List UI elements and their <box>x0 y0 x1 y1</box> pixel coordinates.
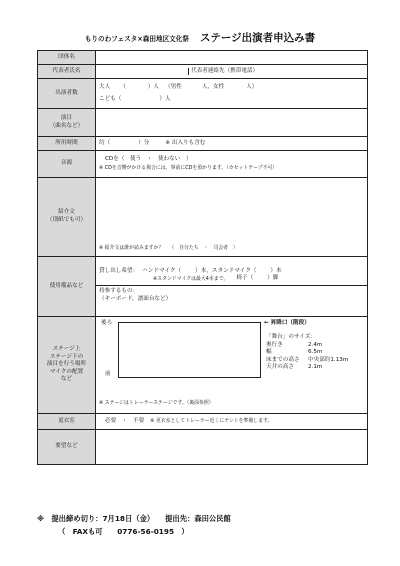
performers-field[interactable]: 大人 （ ）人 （男性 人，女性 人） こども（ ）人 <box>96 79 368 109</box>
equipment-label: 使用備品など <box>38 257 96 317</box>
stage-front-label: 前 <box>105 371 111 377</box>
stage-spec-value: 中央部約1.13m <box>308 356 349 363</box>
intro-label: 紹介文 （別紙でも可） <box>38 178 96 257</box>
stage-field[interactable] <box>96 317 368 414</box>
group-name-field[interactable] <box>96 51 368 65</box>
performers-label: 出演者数 <box>38 79 96 109</box>
stage-spec-row <box>266 349 366 357</box>
duration-label: 所用時間 <box>38 137 96 151</box>
group-name-label: 団体名 <box>38 51 96 65</box>
dressing-room-label: 更衣室 <box>38 414 96 430</box>
stage-spec-row <box>266 342 366 350</box>
deadline-note: ※ 提出締め切り：7月18日（金） 提出先：森田公民館 <box>37 514 231 523</box>
page-title <box>0 26 400 45</box>
dressing-room-field[interactable] <box>96 414 368 430</box>
adult-label: 大人 <box>99 83 111 90</box>
stage-spec-value: 2.4m <box>308 341 323 348</box>
representative-name-field[interactable] <box>96 68 189 76</box>
stage-spec-key: 天井の高さ <box>266 364 294 371</box>
stage-note: ※ ステージはトレーラーステージです。（裏面参照） <box>99 400 214 406</box>
entrance-label: ← 昇降口（階段） <box>264 320 310 326</box>
sound-note: ※ CDを音響がかける場合には，事前にCDを預かります。（カセットテープ不可） <box>99 165 278 172</box>
duration-field[interactable]: 約（ ）分 ※ 出入りも含む <box>96 137 368 151</box>
dressing-note: ※ 更衣室としてトレーラー近くにテントを準備します。 <box>150 418 273 425</box>
intro-field[interactable] <box>96 178 368 257</box>
dressing-choice[interactable]: 必要 ・ 不要 <box>105 417 145 424</box>
stage-label: ステージ上 ステージ下の 演目を行う場所 マイクの配置 など <box>38 317 96 414</box>
contact-field[interactable] <box>189 68 367 76</box>
stage-spec-key: 幅 <box>266 349 272 356</box>
event-name: もりのわフェスタ×森田地区文化祭 <box>84 35 189 43</box>
stage-spec-value: 2.1m <box>308 364 323 371</box>
program-label: 演目 （曲名など） <box>38 109 96 137</box>
request-field[interactable] <box>96 430 368 465</box>
equipment-field[interactable]: 貸し出し希望： ハンドマイク（ ）本，スタンドマイク（ ）本 ※スタンドマイクは最大4本まで。 椅子（ ）脚 持参するもの： （キーボード，譜面台など） <box>96 257 368 317</box>
program-field[interactable] <box>96 109 368 137</box>
stage-drawing-area[interactable] <box>118 322 261 378</box>
duration-note: ※ 出入りも含む <box>165 139 206 146</box>
sound-label: 音源 <box>38 151 96 178</box>
form-title: ステージ出演者申込み書 <box>200 32 316 44</box>
sound-field[interactable]: CDを （ 使う ・ 使わない ） ※ CDを音響がかける場合には，事前にCDを預かります。（カセットテープ不可） <box>96 151 368 178</box>
intro-note: ※ 紹介文は誰が読みますか？ <box>99 245 164 252</box>
stage-spec-value: 6.5m <box>308 349 323 356</box>
application-form <box>37 50 368 465</box>
fax-note: （ FAXも可 0776-56-0195 ） <box>58 527 189 536</box>
representative-label: 代表者氏名 <box>38 65 96 79</box>
reader-choice[interactable]: （ 自分たち ・ 司会者 ） <box>169 245 238 252</box>
request-label: 要望など <box>38 430 96 465</box>
child-label: こども（ <box>99 95 122 102</box>
contact-label: 代表者連絡先（携帯電話） <box>191 67 259 74</box>
stage-back-label: 後ろ <box>101 320 113 326</box>
stage-spec-key: 奥行き <box>266 341 283 348</box>
stage-spec-key: 床までの高さ <box>266 356 300 363</box>
stage-spec-row <box>266 364 366 372</box>
cd-choice[interactable]: （ 使う ・ 使わない ） <box>118 155 192 162</box>
stage-spec: 「舞台」のサイズ： 奥行き 2.4m 幅 6.5m 床までの高さ 中央部約1.13m 天井の高さ 2.1m <box>266 334 366 372</box>
